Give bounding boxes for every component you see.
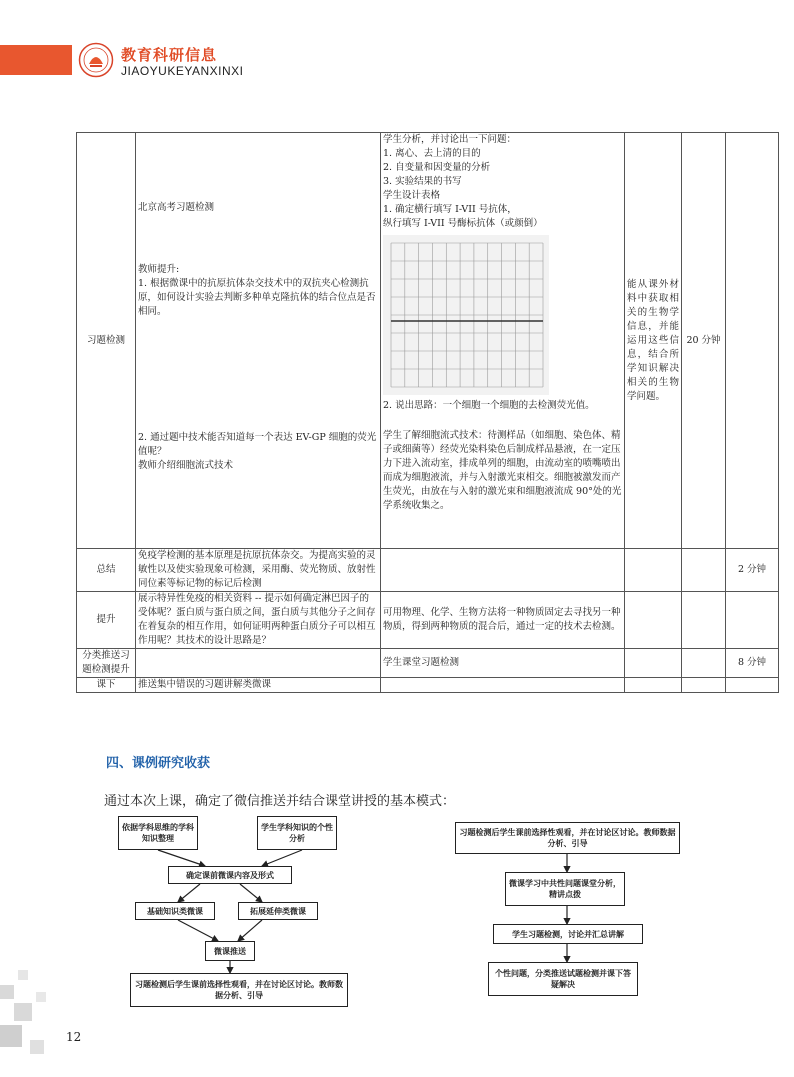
stage-cell: 习题检测 (77, 133, 136, 549)
flow-box-extension-microlesson: 拓展延伸类微课 (238, 902, 318, 920)
decorative-square (18, 970, 28, 980)
flow-box-basic-microlesson: 基础知识类微课 (135, 902, 215, 920)
student-activity-cell: 可用物理、化学、生物方法将一种物质固定去寻找另一种物质，得到两种物质的混合后，通过一定的技术去检测。 (381, 592, 625, 649)
time-cell: 2 分钟 (726, 549, 779, 592)
teacher-activity-cell: 推送集中错误的习题讲解类微课 (136, 678, 381, 693)
student-flow-text: 学生了解细胞流式技术：待测样品（如细胞、染色体、精子或细菌等）经荧光染料染色后制成样品悬液，在一定压力下进入流动室，排成单列的细胞，由流动室的喷嘴喷出而成为细胞液流，并与入射激光束相交。细胞被激发而产生荧光，由放在与入射的激光束和细胞液流成 90°处的光学系统收集之。 (383, 430, 622, 511)
student-line: 学生分析，并讨论出一下问题： (383, 134, 517, 145)
flow-box-push-microlesson: 微课推送 (205, 941, 255, 961)
stage-cell: 课下 (77, 678, 136, 693)
time-cell: 20 分钟 (682, 133, 726, 549)
teacher-task: 北京高考习题检测 (138, 202, 215, 213)
stage-cell: 提升 (77, 592, 136, 649)
teacher-question: 2. 通过题中技术能否知道每一个表达 EV-GP 细胞的荧光值呢？ (138, 432, 377, 457)
student-activity-cell: 学生课堂习题检测 (381, 649, 625, 678)
time-cell: 8 分钟 (726, 649, 779, 678)
decorative-square (36, 992, 46, 1002)
section-intro: 通过本次上课，确定了微信推送并结合课堂讲授的基本模式： (104, 794, 456, 809)
flow-box-watch-and-discuss: 习题检测后学生课前选择性观看，并在讨论区讨论。教师数据分析、引导 (130, 973, 348, 1007)
flow-box-determine-content: 确定课前微课内容及形式 (168, 866, 292, 884)
page-number: 12 (66, 1030, 82, 1044)
goal-cell: 能从课外材料中获取相关的生物学信息，并能运用这些信息，结合所学知识解决相关的生物学问题。 (625, 133, 682, 549)
teacher-prompt-title: 教师提升: (138, 264, 180, 275)
student-line: 2. 说出思路：一个细胞一个细胞的去检测荧光值。 (383, 400, 595, 411)
student-line: 学生设计表格 (383, 190, 441, 201)
flow-box-student-analysis: 学生学科知识的个性分析 (257, 816, 337, 850)
teacher-activity-cell: 展示特异性免疫的相关资料 -- 提示如何确定淋巴因子的受体呢？蛋白质与蛋白质之间，蛋白质与其他分子之间存在着复杂的相互作用，如何证明两种蛋白质分子可以相互作用呢？其技术的设计思路是？ (136, 592, 381, 649)
flow-box-student-test: 学生习题检测，讨论并汇总讲解 (493, 924, 643, 944)
stage-cell: 分类推送习题检测提升 (77, 649, 136, 678)
teacher-activity-cell: 免疫学检测的基本原理是抗原抗体杂交。为提高实验的灵敏性以及使实验现象可检测，采用酶、荧光物质、放射性同位素等标记物的标记后检测 (136, 549, 381, 592)
student-line: 纵行填写 I-VII 号酶标抗体（或颜倒） (383, 218, 543, 229)
section-heading: 四、课例研究收获 (106, 756, 211, 771)
stage-cell: 总结 (77, 549, 136, 592)
decorative-square (0, 1025, 22, 1047)
teacher-intro: 教师介绍细胞流式技术 (138, 460, 234, 471)
flow-box-knowledge-organize: 依据学科思维的学科知识整理 (118, 816, 198, 850)
decorative-square (30, 1040, 44, 1054)
journal-title: 教育科研信息 (121, 46, 218, 64)
teacher-prompt: 1. 根据微课中的抗原抗体杂交技术中的双抗夹心检测抗原，如何设计实验去判断多种单克隆抗体的结合位点是否相同。 (138, 278, 376, 317)
journal-subtitle: JIAOYUKEYANXINXI (121, 64, 244, 78)
student-line: 1. 离心、去上清的目的 (383, 148, 481, 159)
student-line: 2. 自变量和因变量的分析 (383, 162, 491, 173)
flow-box-watch-and-discuss-right: 习题检测后学生课前选择性观看，并在讨论区讨论。教师数据分析、引导 (455, 822, 680, 854)
student-line: 3. 实验结果的书写 (383, 176, 462, 187)
student-line: 1. 确定横行填写 I-VII 号抗体， (383, 204, 517, 215)
decorative-square (0, 985, 14, 999)
flow-box-personal-problems: 个性问题，分类推送试题检测并课下答疑解决 (488, 962, 638, 996)
flow-box-common-problems: 微课学习中共性问题课堂分析，精讲点拨 (505, 872, 625, 906)
decorative-square (14, 1003, 32, 1021)
